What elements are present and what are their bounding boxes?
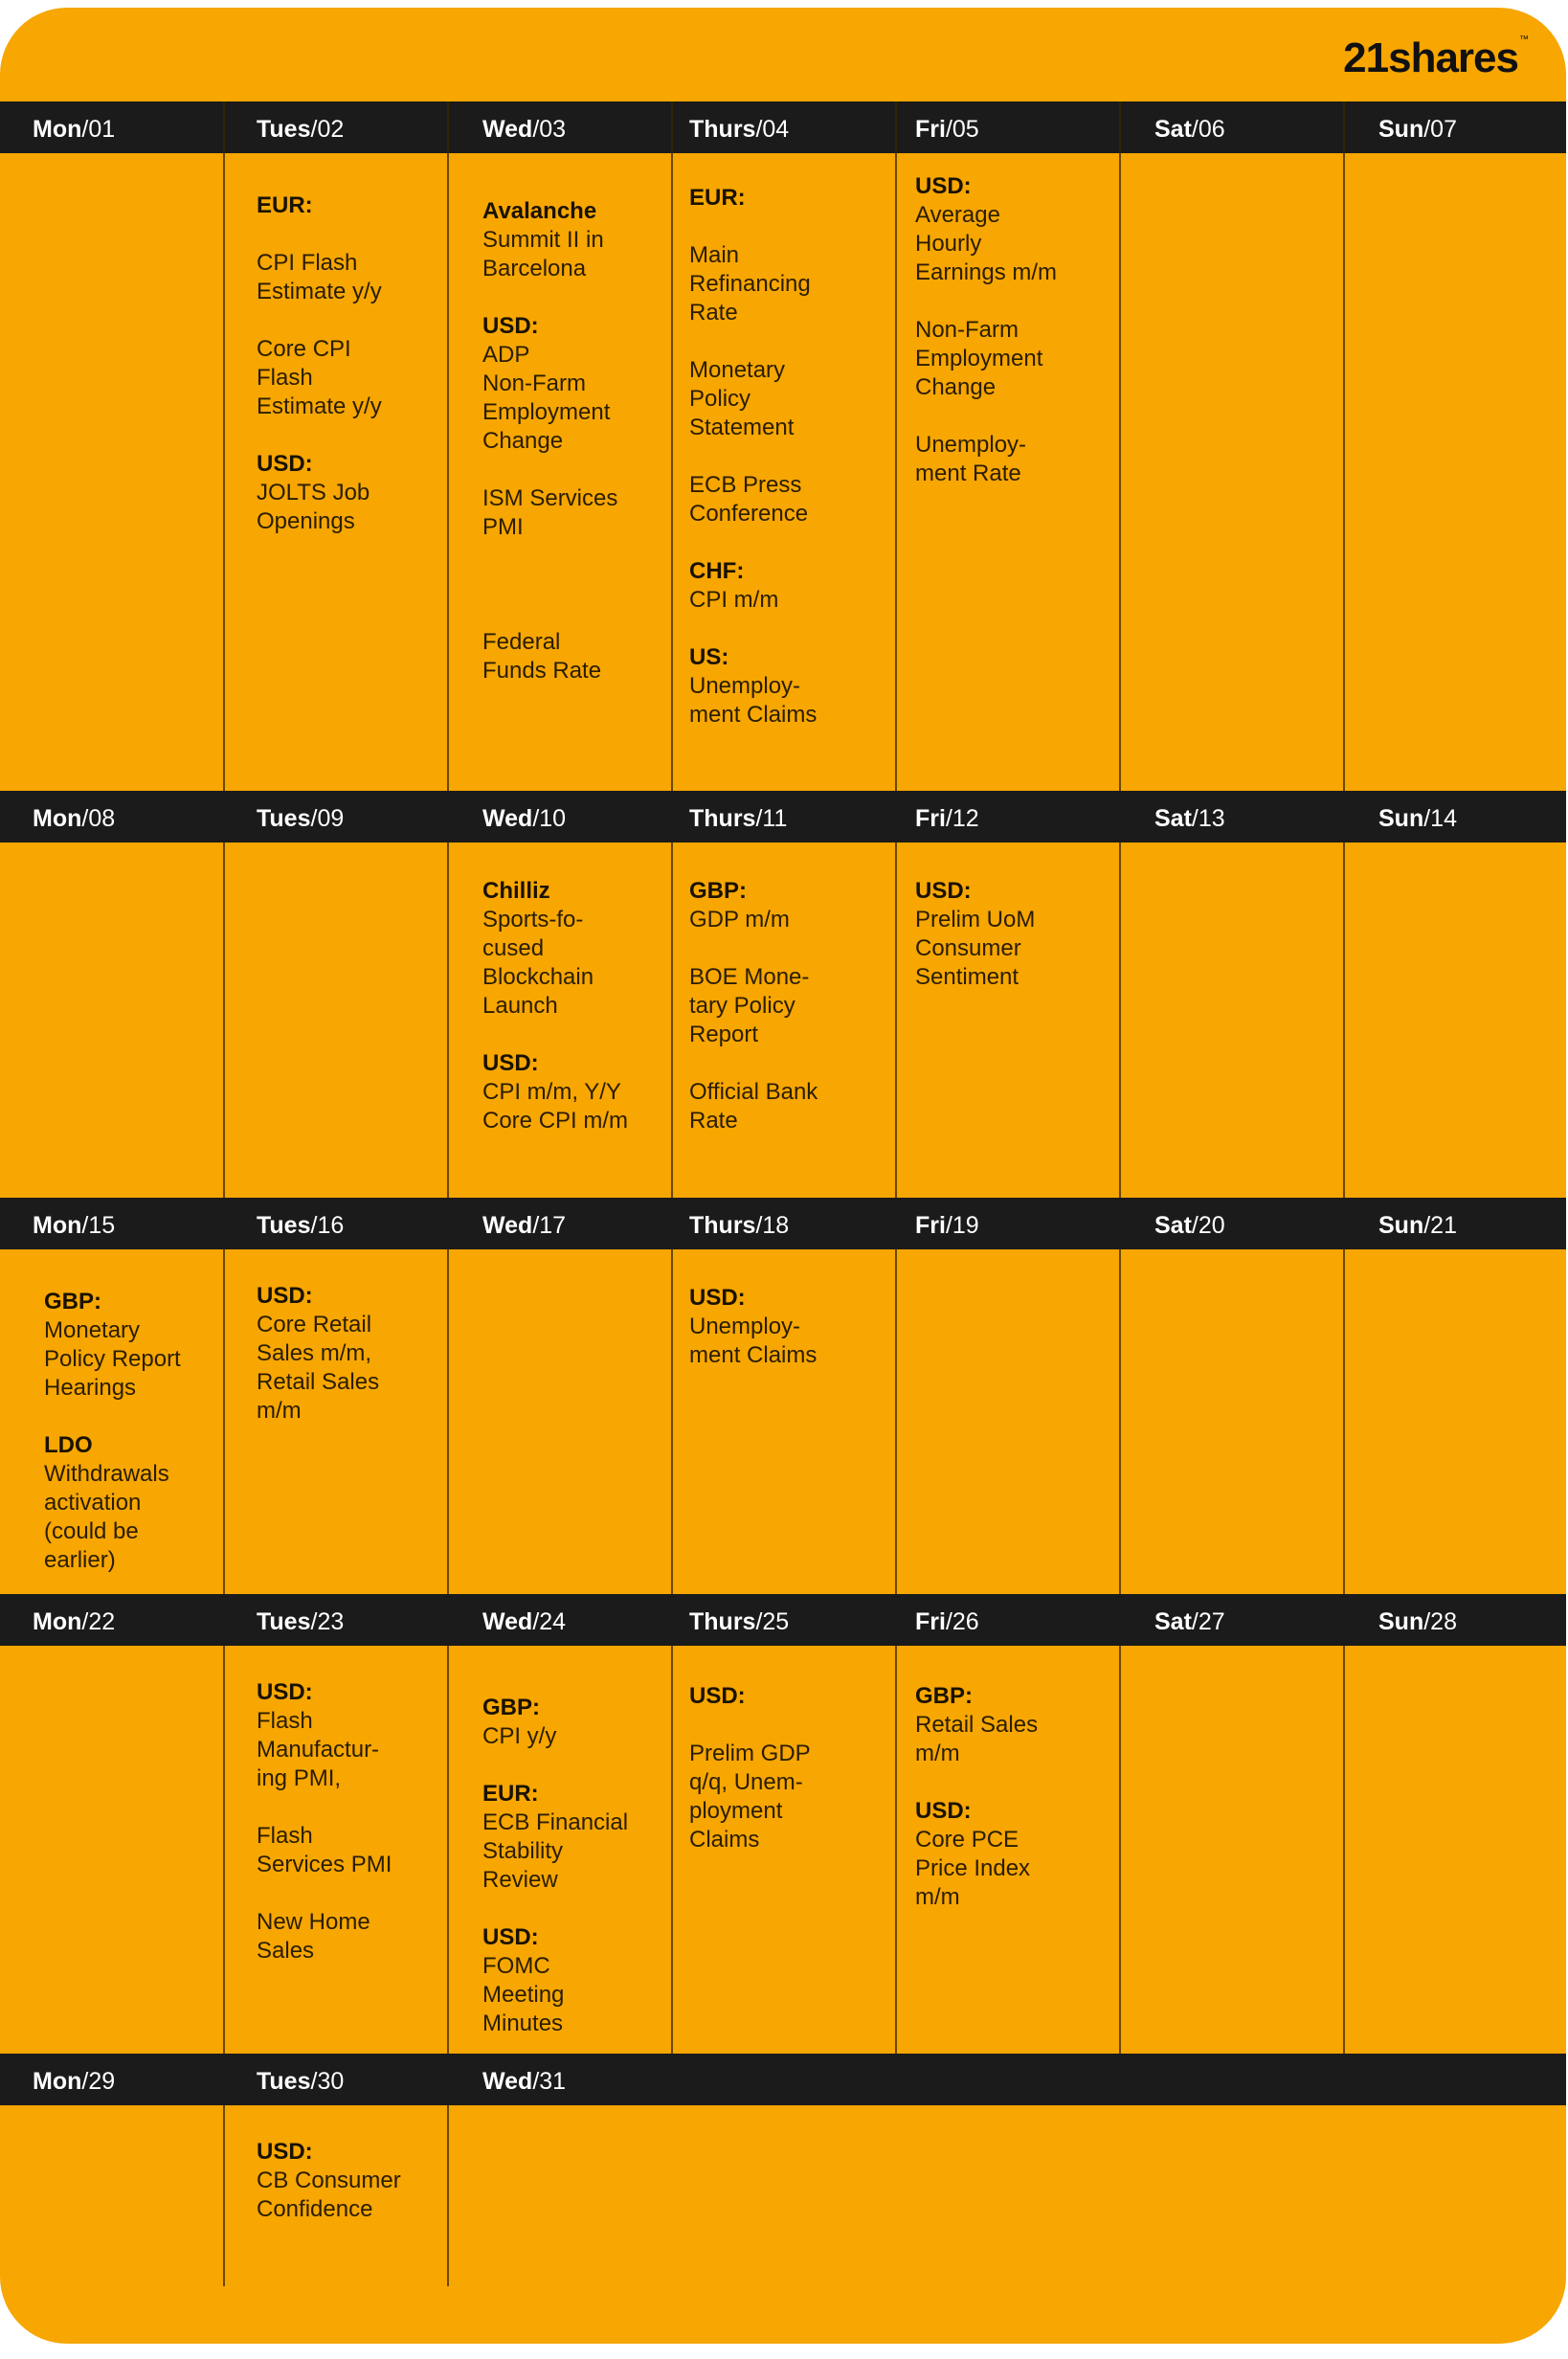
column-divider bbox=[447, 1249, 449, 1594]
event-text-line: Change bbox=[915, 374, 997, 400]
event-category: EUR: bbox=[689, 185, 746, 211]
event-entry bbox=[689, 557, 875, 615]
event-category: USD: bbox=[482, 313, 539, 339]
event-text-line: cused bbox=[482, 935, 545, 961]
brand-logo: 21shares™ bbox=[1343, 34, 1528, 81]
day-number: /05 bbox=[945, 116, 979, 143]
event-text-line: New Home bbox=[257, 1909, 370, 1935]
event-category: USD: bbox=[915, 878, 972, 904]
event-text-line bbox=[482, 571, 668, 599]
event-text-line: Hourly bbox=[915, 231, 982, 257]
event-text-line: Change bbox=[482, 428, 564, 454]
event-text-line: CPI Flash bbox=[257, 250, 358, 276]
event-text-line: Sales bbox=[257, 1938, 315, 1964]
day-label-mon-01 bbox=[33, 101, 115, 153]
day-name: Wed bbox=[482, 1212, 533, 1239]
day-name: Fri bbox=[915, 1212, 946, 1239]
event-category: Avalanche bbox=[482, 198, 597, 224]
event-entry bbox=[257, 1282, 442, 1426]
day-label-sat-20 bbox=[1154, 1198, 1225, 1249]
event-entry bbox=[915, 877, 1101, 992]
day-name: Mon bbox=[33, 1608, 82, 1635]
day-number: /26 bbox=[945, 1608, 979, 1635]
day-label-wed-31 bbox=[482, 2054, 566, 2105]
event-category: USD: bbox=[257, 1283, 313, 1309]
day-number: /07 bbox=[1423, 116, 1457, 143]
event-category: LDO bbox=[44, 1432, 93, 1458]
day-number: /22 bbox=[81, 1608, 116, 1635]
event-entry bbox=[482, 1694, 668, 1751]
event-text-line: Flash bbox=[257, 1823, 313, 1849]
day-label-thurs-11 bbox=[689, 791, 787, 842]
event-text-line: Review bbox=[482, 1867, 558, 1893]
event-entry bbox=[482, 1780, 668, 1895]
event-text-line: CPI m/m, Y/Y bbox=[482, 1079, 621, 1105]
column-divider bbox=[223, 2105, 225, 2286]
event-text-line: Federal bbox=[482, 629, 561, 655]
column-divider bbox=[223, 101, 225, 791]
day-name: Tues bbox=[257, 1608, 311, 1635]
event-text-line: Flash bbox=[257, 365, 313, 391]
event-text-line: Barcelona bbox=[482, 256, 587, 281]
day-name: Thurs bbox=[689, 1608, 756, 1635]
event-text-line: Earnings m/m bbox=[915, 259, 1058, 285]
event-text-line: Launch bbox=[482, 993, 558, 1019]
day-number: /21 bbox=[1423, 1212, 1457, 1239]
day-name: Sat bbox=[1154, 805, 1192, 832]
day-cell-events bbox=[915, 877, 1101, 992]
day-label-sat-06 bbox=[1154, 101, 1225, 153]
day-name: Sun bbox=[1378, 1608, 1424, 1635]
event-text-line: Core PCE bbox=[915, 1827, 1019, 1853]
column-divider bbox=[447, 2105, 449, 2286]
event-text-line: Summit II in bbox=[482, 227, 604, 253]
day-number: /08 bbox=[81, 805, 116, 832]
event-text-line: Confidence bbox=[257, 2196, 373, 2222]
day-label-sat-27 bbox=[1154, 1594, 1225, 1646]
event-entry bbox=[257, 2138, 442, 2224]
day-label-sun-07 bbox=[1378, 101, 1457, 153]
event-category: USD: bbox=[482, 1924, 539, 1950]
day-cell-events bbox=[689, 1284, 875, 1370]
event-text-line: Prelim GDP bbox=[689, 1741, 811, 1766]
day-name: Thurs bbox=[689, 116, 756, 143]
event-entry bbox=[257, 1822, 442, 1879]
day-name: Sat bbox=[1154, 1608, 1192, 1635]
event-entry bbox=[915, 172, 1101, 287]
event-entry bbox=[689, 241, 875, 327]
day-name: Sat bbox=[1154, 116, 1192, 143]
day-name: Wed bbox=[482, 116, 533, 143]
event-text-line: Estimate y/y bbox=[257, 279, 382, 304]
day-number: /14 bbox=[1423, 805, 1457, 832]
event-category: USD: bbox=[257, 451, 313, 477]
event-category: GBP: bbox=[44, 1289, 101, 1314]
day-number: /06 bbox=[1191, 116, 1225, 143]
day-cell-events bbox=[257, 1678, 442, 1966]
day-label-fri-19 bbox=[915, 1198, 979, 1249]
day-cell-events bbox=[257, 1282, 442, 1426]
day-cell-events bbox=[482, 877, 668, 1135]
event-text-line: Consumer bbox=[915, 935, 1021, 961]
day-number: /16 bbox=[310, 1212, 345, 1239]
event-category: Chilliz bbox=[482, 878, 550, 904]
day-label-tues-02 bbox=[257, 101, 344, 153]
event-category: GBP: bbox=[482, 1695, 540, 1720]
day-label-tues-16 bbox=[257, 1198, 344, 1249]
day-number: /24 bbox=[532, 1608, 567, 1635]
event-text-line: CPI y/y bbox=[482, 1723, 557, 1749]
day-label-sun-28 bbox=[1378, 1594, 1457, 1646]
event-text-line: Sales m/m, bbox=[257, 1340, 372, 1366]
event-entry bbox=[257, 1678, 442, 1793]
event-text-line: Main bbox=[689, 242, 740, 268]
column-divider bbox=[447, 101, 449, 791]
day-label-wed-17 bbox=[482, 1198, 566, 1249]
day-label-thurs-18 bbox=[689, 1198, 789, 1249]
day-name: Thurs bbox=[689, 805, 756, 832]
event-text-line: Employment bbox=[482, 399, 611, 425]
day-label-mon-29 bbox=[33, 2054, 115, 2105]
day-name: Mon bbox=[33, 805, 82, 832]
event-text-line: ment Claims bbox=[689, 1342, 818, 1368]
event-text-line: Unemploy- bbox=[915, 432, 1027, 458]
event-entry bbox=[482, 1049, 668, 1135]
event-text-line: Openings bbox=[257, 508, 355, 534]
event-text-line: Core CPI bbox=[257, 336, 351, 362]
event-entry bbox=[689, 1078, 875, 1135]
event-entry bbox=[915, 316, 1101, 402]
day-name: Tues bbox=[257, 1212, 311, 1239]
day-label-tues-30 bbox=[257, 2054, 344, 2105]
event-text-line: JOLTS Job bbox=[257, 480, 370, 506]
day-number: /30 bbox=[310, 2068, 345, 2095]
event-text-line: Core CPI m/m bbox=[482, 1108, 629, 1134]
column-divider bbox=[1343, 1646, 1345, 2054]
event-category: USD: bbox=[257, 2139, 313, 2165]
event-entry bbox=[915, 1682, 1101, 1768]
event-text-line: ECB Financial bbox=[482, 1809, 629, 1835]
day-name: Tues bbox=[257, 116, 311, 143]
event-entry bbox=[482, 312, 668, 456]
column-divider bbox=[671, 1249, 673, 1594]
event-text-line: Monetary bbox=[689, 357, 786, 383]
day-number: /10 bbox=[532, 805, 567, 832]
event-text-line: Hearings bbox=[44, 1375, 137, 1401]
day-name: Sun bbox=[1378, 116, 1424, 143]
day-name: Fri bbox=[915, 805, 946, 832]
event-entry bbox=[689, 1740, 875, 1854]
calendar-card bbox=[0, 8, 1566, 2344]
day-name: Fri bbox=[915, 116, 946, 143]
day-cell-events bbox=[482, 1694, 668, 2038]
column-divider bbox=[895, 1646, 897, 2054]
event-text-line: m/m bbox=[915, 1884, 960, 1910]
event-text-line: Services PMI bbox=[257, 1852, 392, 1877]
event-category: USD: bbox=[915, 1798, 972, 1824]
event-entry bbox=[44, 1288, 230, 1403]
day-cell-events bbox=[915, 172, 1101, 488]
event-category: EUR: bbox=[257, 192, 313, 218]
column-divider bbox=[895, 1249, 897, 1594]
column-divider bbox=[1119, 101, 1121, 791]
day-label-wed-10 bbox=[482, 791, 566, 842]
event-entry bbox=[257, 1908, 442, 1966]
event-text-line: Refinancing bbox=[689, 271, 811, 297]
day-number: /23 bbox=[310, 1608, 345, 1635]
day-number: /25 bbox=[755, 1608, 790, 1635]
column-divider bbox=[1343, 842, 1345, 1198]
event-entry bbox=[689, 184, 875, 213]
event-text-line: Unemploy- bbox=[689, 1314, 801, 1339]
event-entry bbox=[482, 571, 668, 599]
event-text-line: ISM Services bbox=[482, 485, 618, 511]
day-number: /19 bbox=[945, 1212, 979, 1239]
event-text-line: Conference bbox=[689, 501, 809, 527]
event-category: USD: bbox=[915, 173, 972, 199]
event-entry bbox=[482, 877, 668, 1021]
event-text-line: Non-Farm bbox=[482, 371, 587, 396]
day-label-mon-08 bbox=[33, 791, 115, 842]
day-number: /31 bbox=[532, 2068, 567, 2095]
day-number: /11 bbox=[755, 805, 788, 832]
event-text-line: CB Consumer bbox=[257, 2168, 401, 2193]
event-text-line: Employment bbox=[915, 346, 1043, 371]
event-text-line: Blockchain bbox=[482, 964, 594, 990]
event-entry bbox=[689, 643, 875, 730]
column-divider bbox=[895, 842, 897, 1198]
event-text-line: Retail Sales bbox=[257, 1369, 380, 1395]
day-name: Sun bbox=[1378, 805, 1424, 832]
day-number: /27 bbox=[1191, 1608, 1225, 1635]
day-name: Fri bbox=[915, 1608, 946, 1635]
day-label-wed-03 bbox=[482, 101, 566, 153]
event-entry bbox=[689, 471, 875, 528]
column-divider bbox=[1343, 101, 1345, 791]
day-number: /13 bbox=[1191, 805, 1225, 832]
event-text-line: tary Policy bbox=[689, 993, 795, 1019]
event-category: USD: bbox=[689, 1683, 746, 1709]
day-name: Mon bbox=[33, 116, 82, 143]
day-number: /28 bbox=[1423, 1608, 1457, 1635]
event-text-line: Claims bbox=[689, 1827, 760, 1853]
day-label-mon-15 bbox=[33, 1198, 115, 1249]
event-text-line: activation bbox=[44, 1490, 142, 1516]
event-entry bbox=[689, 963, 875, 1049]
event-entry bbox=[257, 191, 442, 220]
day-number: /15 bbox=[81, 1212, 116, 1239]
event-text-line: Report bbox=[689, 1022, 759, 1047]
day-number: /18 bbox=[755, 1212, 790, 1239]
event-entry bbox=[689, 1682, 875, 1711]
event-text-line: ing PMI, bbox=[257, 1765, 342, 1791]
day-number: /17 bbox=[532, 1212, 567, 1239]
event-text-line: Non-Farm bbox=[915, 317, 1019, 343]
day-label-sun-21 bbox=[1378, 1198, 1457, 1249]
event-text-line: Statement bbox=[689, 415, 795, 440]
event-entry bbox=[482, 197, 668, 283]
event-text-line: Flash bbox=[257, 1708, 313, 1734]
event-text-line: GDP m/m bbox=[689, 907, 790, 932]
event-text-line: Monetary bbox=[44, 1317, 141, 1343]
column-divider bbox=[671, 1646, 673, 2054]
event-text-line: Average bbox=[915, 202, 1000, 228]
day-label-mon-22 bbox=[33, 1594, 115, 1646]
event-text-line: CPI m/m bbox=[689, 587, 779, 613]
day-label-thurs-04 bbox=[689, 101, 789, 153]
column-divider bbox=[447, 1646, 449, 2054]
event-text-line: earlier) bbox=[44, 1547, 116, 1573]
event-category: USD: bbox=[689, 1285, 746, 1311]
event-text-line: Stability bbox=[482, 1838, 564, 1864]
event-text-line: PMI bbox=[482, 514, 524, 540]
event-entry bbox=[257, 249, 442, 306]
event-entry bbox=[257, 335, 442, 421]
event-entry bbox=[689, 356, 875, 442]
column-divider bbox=[1119, 1646, 1121, 2054]
event-category: GBP: bbox=[689, 878, 747, 904]
day-name: Tues bbox=[257, 805, 311, 832]
event-text-line: Funds Rate bbox=[482, 658, 602, 684]
event-text-line: Minutes bbox=[482, 2011, 564, 2036]
day-cell-events bbox=[689, 877, 875, 1135]
event-category: GBP: bbox=[915, 1683, 973, 1709]
event-entry bbox=[915, 1797, 1101, 1912]
day-cell-events bbox=[257, 2138, 442, 2224]
event-entry bbox=[482, 1923, 668, 2038]
week-header bbox=[0, 2054, 1566, 2105]
event-entry bbox=[482, 484, 668, 542]
column-divider bbox=[223, 1646, 225, 2054]
event-text-line: Prelim UoM bbox=[915, 907, 1036, 932]
column-divider bbox=[1343, 1249, 1345, 1594]
event-text-line: Rate bbox=[689, 1108, 738, 1134]
day-label-fri-12 bbox=[915, 791, 979, 842]
event-text-line: m/m bbox=[257, 1398, 302, 1424]
event-text-line: Meeting bbox=[482, 1982, 565, 2008]
column-divider bbox=[671, 842, 673, 1198]
event-text-line: Retail Sales bbox=[915, 1712, 1039, 1738]
event-category: CHF: bbox=[689, 558, 745, 584]
event-text-line: ADP bbox=[482, 342, 530, 368]
event-entry bbox=[44, 1431, 230, 1575]
column-divider bbox=[671, 101, 673, 791]
day-name: Tues bbox=[257, 2068, 311, 2095]
event-text-line: (could be bbox=[44, 1518, 139, 1544]
day-label-tues-09 bbox=[257, 791, 344, 842]
event-text-line: Official Bank bbox=[689, 1079, 818, 1105]
day-label-sun-14 bbox=[1378, 791, 1457, 842]
day-name: Wed bbox=[482, 805, 533, 832]
day-name: Mon bbox=[33, 1212, 82, 1239]
event-text-line: Estimate y/y bbox=[257, 393, 382, 419]
column-divider bbox=[1119, 842, 1121, 1198]
column-divider bbox=[223, 842, 225, 1198]
event-text-line: Sentiment bbox=[915, 964, 1019, 990]
day-name: Thurs bbox=[689, 1212, 756, 1239]
day-label-thurs-25 bbox=[689, 1594, 789, 1646]
event-text-line: Price Index bbox=[915, 1855, 1031, 1881]
event-text-line: q/q, Unem- bbox=[689, 1769, 803, 1795]
day-cell-events bbox=[689, 1682, 875, 1854]
day-name: Sun bbox=[1378, 1212, 1424, 1239]
event-category: USD: bbox=[482, 1050, 539, 1076]
event-entry bbox=[689, 877, 875, 934]
day-label-fri-05 bbox=[915, 101, 979, 153]
day-name: Sat bbox=[1154, 1212, 1192, 1239]
event-text-line: Core Retail bbox=[257, 1312, 372, 1337]
event-text-line: FOMC bbox=[482, 1953, 550, 1979]
event-text-line: Policy bbox=[689, 386, 751, 412]
event-text-line: Rate bbox=[689, 300, 738, 326]
event-text-line: Withdrawals bbox=[44, 1461, 169, 1487]
day-cell-events bbox=[257, 191, 442, 536]
event-entry bbox=[257, 450, 442, 536]
event-entry bbox=[689, 1284, 875, 1370]
day-cell-events bbox=[915, 1682, 1101, 1912]
day-name: Wed bbox=[482, 2068, 533, 2095]
event-entry bbox=[915, 431, 1101, 488]
day-cell-events bbox=[44, 1288, 230, 1575]
event-text-line: Policy Report bbox=[44, 1346, 181, 1372]
day-number: /01 bbox=[81, 116, 116, 143]
event-text-line: ECB Press bbox=[689, 472, 802, 498]
day-number: /29 bbox=[81, 2068, 116, 2095]
day-number: /02 bbox=[310, 116, 345, 143]
event-text-line: Sports-fo- bbox=[482, 907, 584, 932]
day-name: Wed bbox=[482, 1608, 533, 1635]
day-cell-events bbox=[482, 197, 668, 685]
day-label-wed-24 bbox=[482, 1594, 566, 1646]
day-number: /09 bbox=[310, 805, 345, 832]
day-number: /04 bbox=[755, 116, 790, 143]
event-text-line: BOE Mone- bbox=[689, 964, 810, 990]
day-number: /03 bbox=[532, 116, 567, 143]
event-entry bbox=[482, 628, 668, 685]
day-label-fri-26 bbox=[915, 1594, 979, 1646]
event-category: US: bbox=[689, 644, 729, 670]
event-text-line: m/m bbox=[915, 1741, 960, 1766]
event-category: EUR: bbox=[482, 1781, 539, 1807]
event-text-line: ment Rate bbox=[915, 461, 1021, 486]
day-label-sat-13 bbox=[1154, 791, 1225, 842]
event-category: USD: bbox=[257, 1679, 313, 1705]
day-number: /20 bbox=[1191, 1212, 1225, 1239]
day-number: /12 bbox=[945, 805, 979, 832]
event-text-line: Unemploy- bbox=[689, 673, 801, 699]
event-text-line: ment Claims bbox=[689, 702, 818, 728]
day-cell-events bbox=[689, 184, 875, 730]
column-divider bbox=[895, 101, 897, 791]
event-text-line: ployment bbox=[689, 1798, 783, 1824]
day-name: Mon bbox=[33, 2068, 82, 2095]
day-label-tues-23 bbox=[257, 1594, 344, 1646]
event-text-line: Manufactur- bbox=[257, 1737, 380, 1763]
column-divider bbox=[1119, 1249, 1121, 1594]
column-divider bbox=[447, 842, 449, 1198]
